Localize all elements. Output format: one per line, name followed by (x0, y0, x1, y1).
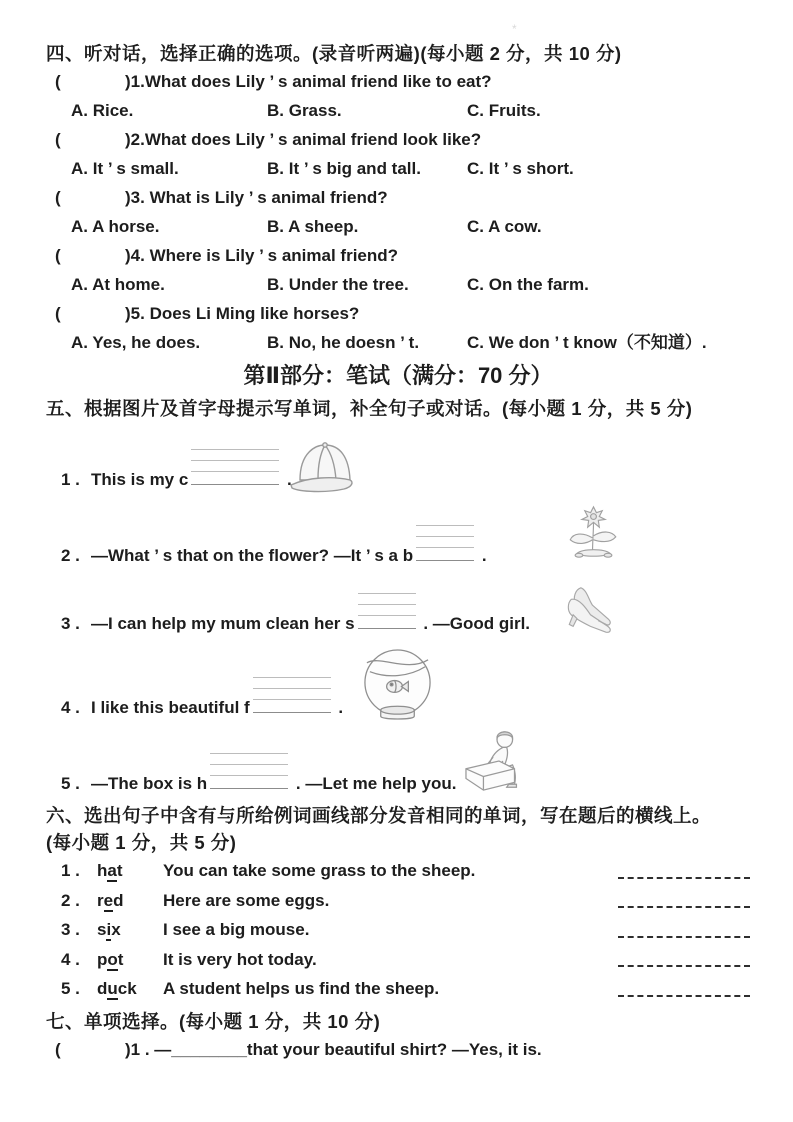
item-number: 5 . (61, 979, 80, 998)
answer-paren: ( (55, 188, 61, 207)
option-a: A. At home. (71, 275, 165, 294)
option-b: B. It ’ s big and tall. (267, 159, 421, 178)
shoes-image (563, 582, 618, 636)
section4-question-3 (46, 183, 750, 241)
item-sentence: Here are some eggs. (163, 890, 330, 910)
item-number: 3 . (61, 614, 80, 633)
sentence-after-blank: . —Let me help you. (291, 774, 457, 793)
item-number: 1 . (61, 861, 80, 880)
question-number: )5. (125, 304, 145, 323)
fill-in-item-5 (46, 720, 750, 796)
underlined-letter: e (103, 890, 114, 910)
fill-in-item-4 (46, 636, 750, 720)
item-sentence: I see a big mouse. (163, 920, 310, 939)
pronunciation-item-3 (46, 915, 750, 945)
sentence-before-blank: This is my c (91, 470, 189, 489)
item-sentence: A student helps us find the sheep. (163, 979, 440, 998)
answer-blank (358, 591, 416, 629)
item-sentence: It is very hot today. (163, 949, 317, 969)
answer-blank (210, 751, 288, 789)
option-a: A. Rice. (71, 101, 134, 120)
question-number: )3. (125, 188, 145, 207)
item-number: 2 . (61, 546, 80, 565)
section6-heading-line2: (每小题 1 分，共 5 分) (46, 832, 237, 853)
item-sentence: You can take some grass to the sheep. (163, 861, 476, 880)
fill-in-item-3 (46, 568, 750, 636)
underlined-letter: u (107, 979, 118, 998)
option-c: C. Fruits. (467, 101, 541, 120)
item-number: 4 . (61, 698, 80, 717)
question-number: )1 . (125, 1039, 150, 1059)
option-a: A. Yes, he does. (71, 333, 201, 352)
question-text: What does Lily ’ s animal friend look like? (144, 130, 482, 149)
item-number: 4 . (61, 949, 80, 969)
pronunciation-item-2 (46, 886, 750, 916)
stray-mark: * (512, 22, 517, 36)
section4-question-4 (46, 241, 750, 299)
sentence-before-blank: —The box is h (91, 774, 208, 793)
answer-line (618, 936, 750, 938)
section5-heading: 五、根据图片及首字母提示写单词，补全句子或对话。(每小题 1 分，共 5 分) (46, 398, 693, 419)
question-text: What is Lily ’ s animal friend? (144, 188, 388, 207)
item-number: 5 . (61, 774, 80, 793)
section4-question-2 (46, 125, 750, 183)
answer-line (618, 965, 750, 967)
underlined-letter: o (107, 949, 118, 969)
part2-title: 第Ⅱ部分：笔试（满分：70 分） (243, 363, 553, 388)
option-c: C. We don ’ t know（不知道）. (467, 333, 707, 352)
answer-blank (253, 675, 331, 713)
option-b: B. No, he doesn ’ t. (267, 333, 420, 352)
sentence-after-blank: . (282, 470, 292, 489)
section7-question-1 (46, 1035, 750, 1064)
cap-image (288, 440, 360, 496)
sentence-before-blank: I like this beautiful f (91, 698, 250, 717)
question-text: Does Li Ming like horses? (144, 304, 360, 323)
answer-paren: ( (55, 1039, 61, 1059)
example-word: red (97, 890, 124, 910)
option-b: B. Grass. (267, 101, 342, 120)
answer-line (618, 877, 750, 879)
example-word: six (97, 920, 121, 939)
option-c: C. It ’ s short. (467, 159, 574, 178)
boy-box-image (458, 728, 538, 794)
sentence-after-blank: . (333, 698, 344, 717)
answer-blank (416, 523, 474, 561)
option-b: B. A sheep. (267, 217, 359, 236)
item-number: 1 . (61, 470, 80, 489)
sentence-before-blank: —What ’ s that on the flower? —It ’ s a b (91, 546, 414, 565)
underlined-letter: i (106, 920, 112, 939)
question-text: Where is Lily ’ s animal friend? (144, 246, 399, 265)
item-number: 2 . (61, 890, 80, 910)
answer-line (618, 995, 750, 997)
sentence-after-blank: . (477, 546, 487, 565)
option-b: B. Under the tree. (267, 275, 409, 294)
fishbowl-image (348, 647, 447, 722)
answer-paren: ( (55, 304, 61, 323)
fill-in-item-1 (46, 422, 750, 492)
option-c: C. On the farm. (467, 275, 589, 294)
sentence-after-blank: . —Good girl. (418, 614, 531, 633)
answer-paren: ( (55, 246, 61, 265)
paper-content (46, 40, 750, 1064)
option-a: A. A horse. (71, 217, 160, 236)
pronunciation-item-5 (46, 974, 750, 1004)
question-number: )1. (125, 72, 145, 91)
section4-heading: 四、听对话，选择正确的选项。(录音听两遍)(每小题 2 分，共 10 分) (46, 43, 622, 64)
question-number: )2. (125, 130, 145, 149)
section6-heading: 六、选出句子中含有与所给例词画线部分发音相同的单词，写在题后的横线上。 (46, 805, 712, 826)
flower-image (565, 503, 622, 563)
example-word: duck (97, 979, 137, 998)
section4-question-5 (46, 299, 750, 357)
option-a: A. It ’ s small. (71, 159, 179, 178)
question-text: —________that your beautiful shirt? —Yes, it is. (149, 1039, 542, 1059)
question-number: )4. (125, 246, 145, 265)
pronunciation-item-4 (46, 945, 750, 975)
example-word: pot (97, 949, 124, 969)
example-word: hat (97, 861, 123, 880)
answer-blank (191, 447, 279, 485)
section4-question-1 (46, 67, 750, 125)
answer-line (618, 906, 750, 908)
underlined-letter: a (107, 861, 117, 880)
section7-heading: 七、单项选择。(每小题 1 分，共 10 分) (46, 1010, 381, 1032)
question-text: What does Lily ’ s animal friend like to eat? (144, 72, 492, 91)
pronunciation-item-1 (46, 856, 750, 886)
item-number: 3 . (61, 920, 80, 939)
fill-in-item-2 (46, 492, 750, 568)
option-c: C. A cow. (467, 217, 542, 236)
sentence-before-blank: —I can help my mum clean her s (91, 614, 355, 633)
answer-paren: ( (55, 130, 61, 149)
answer-paren: ( (55, 72, 61, 91)
